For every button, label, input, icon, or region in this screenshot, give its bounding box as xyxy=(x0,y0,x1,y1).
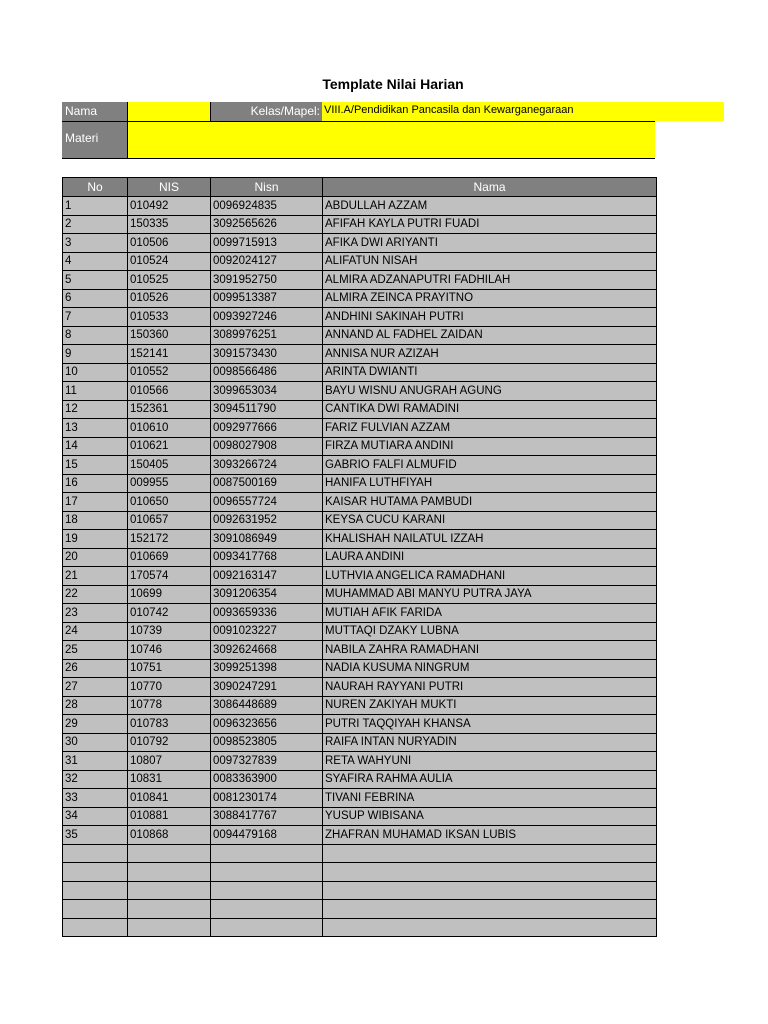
nisn-cell[interactable]: 0096924835 xyxy=(211,197,323,216)
nama-cell[interactable]: GABRIO FALFI ALMUFID xyxy=(323,456,657,475)
table-row xyxy=(63,326,657,345)
nama-cell[interactable]: ANDHINI SAKINAH PUTRI xyxy=(323,308,657,327)
nama-cell[interactable] xyxy=(323,863,657,882)
nama-cell[interactable]: RAIFA INTAN NURYADIN xyxy=(323,733,657,752)
table-row xyxy=(63,215,657,234)
no-cell[interactable]: 11 xyxy=(63,382,128,401)
nisn-cell[interactable]: 0099513387 xyxy=(211,289,323,308)
no-cell[interactable]: 20 xyxy=(63,548,128,567)
table-row xyxy=(63,271,657,290)
nama-cell[interactable]: BAYU WISNU ANUGRAH AGUNG xyxy=(323,382,657,401)
nama-cell[interactable]: SYAFIRA RAHMA AULIA xyxy=(323,770,657,789)
nama-cell[interactable]: LAURA ANDINI xyxy=(323,548,657,567)
no-cell[interactable]: 4 xyxy=(63,252,128,271)
materi-label: Materi xyxy=(62,122,127,158)
no-cell[interactable]: 9 xyxy=(63,345,128,364)
no-cell[interactable]: 3 xyxy=(63,234,128,253)
nama-cell[interactable]: ABDULLAH AZZAM xyxy=(323,197,657,216)
nis-cell[interactable]: 10751 xyxy=(128,659,211,678)
no-cell[interactable] xyxy=(63,900,128,919)
no-cell[interactable] xyxy=(63,844,128,863)
nisn-cell[interactable]: 3094511790 xyxy=(211,400,323,419)
table-row xyxy=(63,345,657,364)
nama-cell[interactable]: ALIFATUN NISAH xyxy=(323,252,657,271)
nisn-cell[interactable]: 0098523805 xyxy=(211,733,323,752)
nama-label: Nama xyxy=(62,102,127,121)
nis-cell[interactable]: 010650 xyxy=(128,493,211,512)
nisn-cell[interactable]: 0098027908 xyxy=(211,437,323,456)
column-header-nama: Nama xyxy=(323,178,657,197)
nama-cell[interactable]: ARINTA DWIANTI xyxy=(323,363,657,382)
no-cell[interactable] xyxy=(63,863,128,882)
nisn-cell[interactable]: 0092163147 xyxy=(211,567,323,586)
nama-cell[interactable]: NADIA KUSUMA NINGRUM xyxy=(323,659,657,678)
no-cell[interactable]: 17 xyxy=(63,493,128,512)
nama-cell[interactable]: RETA WAHYUNI xyxy=(323,752,657,771)
nis-cell[interactable]: 152172 xyxy=(128,530,211,549)
table-row xyxy=(63,733,657,752)
column-header-nis: NIS xyxy=(128,178,211,197)
table-row xyxy=(63,752,657,771)
nis-cell[interactable] xyxy=(128,881,211,900)
table-row xyxy=(63,234,657,253)
nama-cell[interactable] xyxy=(323,844,657,863)
page-title: Template Nilai Harian xyxy=(322,76,464,92)
nis-cell[interactable]: 010610 xyxy=(128,419,211,438)
nisn-cell[interactable]: 0092977666 xyxy=(211,419,323,438)
table-row xyxy=(63,585,657,604)
nisn-cell[interactable]: 0092631952 xyxy=(211,511,323,530)
nisn-cell[interactable]: 3089976251 xyxy=(211,326,323,345)
table-row xyxy=(63,197,657,216)
column-header-no: No xyxy=(63,178,128,197)
nisn-cell[interactable] xyxy=(211,863,323,882)
table-row xyxy=(63,456,657,475)
table-row xyxy=(63,493,657,512)
table-row xyxy=(63,696,657,715)
table-row xyxy=(63,511,657,530)
no-cell[interactable]: 19 xyxy=(63,530,128,549)
table-row xyxy=(63,419,657,438)
table-row xyxy=(63,474,657,493)
table-row xyxy=(63,641,657,660)
no-cell[interactable]: 7 xyxy=(63,308,128,327)
table-row xyxy=(63,789,657,808)
nisn-cell[interactable]: 3088417767 xyxy=(211,807,323,826)
nama-cell[interactable]: NABILA ZAHRA RAMADHANI xyxy=(323,641,657,660)
nisn-cell[interactable]: 3091952750 xyxy=(211,271,323,290)
nisn-cell[interactable]: 0093417768 xyxy=(211,548,323,567)
nama-cell[interactable]: FARIZ FULVIAN AZZAM xyxy=(323,419,657,438)
nis-cell[interactable] xyxy=(128,900,211,919)
nis-cell[interactable]: 010524 xyxy=(128,252,211,271)
nis-cell[interactable]: 10831 xyxy=(128,770,211,789)
table-row xyxy=(63,548,657,567)
no-cell[interactable]: 15 xyxy=(63,456,128,475)
nisn-cell[interactable]: 3099251398 xyxy=(211,659,323,678)
table-row xyxy=(63,678,657,697)
no-cell[interactable]: 26 xyxy=(63,659,128,678)
nisn-cell[interactable]: 0081230174 xyxy=(211,789,323,808)
table-row xyxy=(63,604,657,623)
no-cell[interactable]: 8 xyxy=(63,326,128,345)
table-row xyxy=(63,252,657,271)
nama-cell[interactable]: ZHAFRAN MUHAMAD IKSAN LUBIS xyxy=(323,826,657,845)
no-cell[interactable]: 13 xyxy=(63,419,128,438)
nis-cell[interactable]: 10739 xyxy=(128,622,211,641)
nama-cell[interactable]: YUSUP WIBISANA xyxy=(323,807,657,826)
kelas-mapel-label: Kelas/Mapel: xyxy=(210,102,322,121)
nis-cell[interactable]: 150405 xyxy=(128,456,211,475)
nis-cell[interactable]: 010742 xyxy=(128,604,211,623)
nama-cell[interactable]: ALMIRA ZEINCA PRAYITNO xyxy=(323,289,657,308)
nama-cell[interactable]: FIRZA MUTIARA ANDINI xyxy=(323,437,657,456)
table-row xyxy=(63,289,657,308)
nama-cell[interactable]: MUTTAQI DZAKY LUBNA xyxy=(323,622,657,641)
nisn-cell[interactable]: 3092624668 xyxy=(211,641,323,660)
no-cell[interactable]: 24 xyxy=(63,622,128,641)
nisn-cell[interactable]: 3086448689 xyxy=(211,696,323,715)
nama-cell[interactable]: ANNAND AL FADHEL ZAIDAN xyxy=(323,326,657,345)
nama-cell[interactable]: KEYSA CUCU KARANI xyxy=(323,511,657,530)
no-cell[interactable]: 31 xyxy=(63,752,128,771)
no-cell[interactable]: 22 xyxy=(63,585,128,604)
no-cell[interactable]: 27 xyxy=(63,678,128,697)
kelas-mapel-field[interactable]: VIII.A/Pendidikan Pancasila dan Kewarganegaraan xyxy=(322,102,655,121)
header-block xyxy=(62,102,655,159)
highlight-extension xyxy=(655,102,724,121)
nama-cell[interactable]: AFIFAH KAYLA PUTRI FUADI xyxy=(323,215,657,234)
nis-cell[interactable]: 010868 xyxy=(128,826,211,845)
nama-cell[interactable]: LUTHVIA ANGELICA RAMADHANI xyxy=(323,567,657,586)
no-cell[interactable]: 32 xyxy=(63,770,128,789)
table-row xyxy=(63,826,657,845)
no-cell[interactable]: 14 xyxy=(63,437,128,456)
nama-cell[interactable] xyxy=(323,900,657,919)
nisn-cell[interactable] xyxy=(211,881,323,900)
no-cell[interactable]: 25 xyxy=(63,641,128,660)
table-row xyxy=(63,900,657,919)
student-table xyxy=(62,177,657,937)
nis-cell[interactable] xyxy=(128,918,211,937)
nisn-cell[interactable]: 3093266724 xyxy=(211,456,323,475)
nama-cell[interactable]: PUTRI TAQQIYAH KHANSA xyxy=(323,715,657,734)
table-row xyxy=(63,382,657,401)
table-row xyxy=(63,567,657,586)
no-cell[interactable] xyxy=(63,881,128,900)
nis-cell[interactable]: 010526 xyxy=(128,289,211,308)
nis-cell[interactable]: 150360 xyxy=(128,326,211,345)
nisn-cell[interactable]: 0083363900 xyxy=(211,770,323,789)
nis-cell[interactable]: 010657 xyxy=(128,511,211,530)
nisn-cell[interactable]: 3099653034 xyxy=(211,382,323,401)
no-cell[interactable]: 16 xyxy=(63,474,128,493)
no-cell[interactable]: 2 xyxy=(63,215,128,234)
no-cell[interactable]: 10 xyxy=(63,363,128,382)
nis-cell[interactable]: 010525 xyxy=(128,271,211,290)
nis-cell[interactable]: 152141 xyxy=(128,345,211,364)
table-row xyxy=(63,715,657,734)
nisn-cell[interactable]: 3092565626 xyxy=(211,215,323,234)
no-cell[interactable]: 6 xyxy=(63,289,128,308)
nama-cell[interactable] xyxy=(323,918,657,937)
table-row xyxy=(63,863,657,882)
nis-cell[interactable]: 010566 xyxy=(128,382,211,401)
nisn-cell[interactable]: 0096557724 xyxy=(211,493,323,512)
nama-cell[interactable]: MUHAMMAD ABI MANYU PUTRA JAYA xyxy=(323,585,657,604)
nis-cell[interactable]: 010792 xyxy=(128,733,211,752)
nisn-cell[interactable]: 0096323656 xyxy=(211,715,323,734)
no-cell[interactable]: 30 xyxy=(63,733,128,752)
nama-cell[interactable]: ALMIRA ADZANAPUTRI FADHILAH xyxy=(323,271,657,290)
no-cell[interactable]: 5 xyxy=(63,271,128,290)
nama-cell[interactable]: MUTIAH AFIK FARIDA xyxy=(323,604,657,623)
nama-cell[interactable]: NUREN ZAKIYAH MUKTI xyxy=(323,696,657,715)
table-row xyxy=(63,770,657,789)
nis-cell[interactable]: 010669 xyxy=(128,548,211,567)
no-cell[interactable]: 35 xyxy=(63,826,128,845)
nisn-cell[interactable]: 0092024127 xyxy=(211,252,323,271)
nis-cell[interactable]: 010783 xyxy=(128,715,211,734)
nis-cell[interactable]: 009955 xyxy=(128,474,211,493)
nis-cell[interactable]: 010621 xyxy=(128,437,211,456)
nisn-cell[interactable]: 0098566486 xyxy=(211,363,323,382)
table-row xyxy=(63,363,657,382)
no-cell[interactable]: 23 xyxy=(63,604,128,623)
nama-cell[interactable]: HANIFA LUTHFIYAH xyxy=(323,474,657,493)
nis-cell[interactable] xyxy=(128,844,211,863)
nisn-cell[interactable]: 0087500169 xyxy=(211,474,323,493)
header-row-nama xyxy=(62,102,655,122)
nama-cell[interactable] xyxy=(323,881,657,900)
nama-field[interactable] xyxy=(127,102,210,121)
table-row xyxy=(63,918,657,937)
nisn-cell[interactable]: 0097327839 xyxy=(211,752,323,771)
no-cell[interactable]: 34 xyxy=(63,807,128,826)
table-row xyxy=(63,659,657,678)
table-row xyxy=(63,308,657,327)
table-row xyxy=(63,622,657,641)
nama-cell[interactable]: KAISAR HUTAMA PAMBUDI xyxy=(323,493,657,512)
table-header-row xyxy=(63,178,657,197)
header-row-materi xyxy=(62,122,655,159)
nis-cell[interactable]: 010492 xyxy=(128,197,211,216)
nisn-cell[interactable]: 0094479168 xyxy=(211,826,323,845)
no-cell[interactable]: 18 xyxy=(63,511,128,530)
nisn-cell[interactable]: 0093659336 xyxy=(211,604,323,623)
nama-cell[interactable]: TIVANI FEBRINA xyxy=(323,789,657,808)
no-cell[interactable] xyxy=(63,918,128,937)
nis-cell[interactable]: 010533 xyxy=(128,308,211,327)
table-row xyxy=(63,437,657,456)
table-row xyxy=(63,881,657,900)
nis-cell[interactable]: 010552 xyxy=(128,363,211,382)
nama-cell[interactable]: AFIKA DWI ARIYANTI xyxy=(323,234,657,253)
column-header-nisn: Nisn xyxy=(211,178,323,197)
no-cell[interactable]: 28 xyxy=(63,696,128,715)
nama-cell[interactable]: NAURAH RAYYANI PUTRI xyxy=(323,678,657,697)
nisn-cell[interactable]: 0099715913 xyxy=(211,234,323,253)
nis-cell[interactable]: 10770 xyxy=(128,678,211,697)
nis-cell[interactable]: 010841 xyxy=(128,789,211,808)
table-row xyxy=(63,530,657,549)
nis-cell[interactable]: 170574 xyxy=(128,567,211,586)
nis-cell[interactable]: 010506 xyxy=(128,234,211,253)
nis-cell[interactable] xyxy=(128,863,211,882)
nis-cell[interactable]: 10807 xyxy=(128,752,211,771)
nis-cell[interactable]: 150335 xyxy=(128,215,211,234)
table-row xyxy=(63,400,657,419)
nisn-cell[interactable]: 0091023227 xyxy=(211,622,323,641)
nisn-cell[interactable]: 3091573430 xyxy=(211,345,323,364)
nisn-cell[interactable] xyxy=(211,900,323,919)
no-cell[interactable]: 12 xyxy=(63,400,128,419)
no-cell[interactable]: 1 xyxy=(63,197,128,216)
no-cell[interactable]: 21 xyxy=(63,567,128,586)
nama-cell[interactable]: ANNISA NUR AZIZAH xyxy=(323,345,657,364)
nis-cell[interactable]: 152361 xyxy=(128,400,211,419)
nis-cell[interactable]: 10778 xyxy=(128,696,211,715)
nama-cell[interactable]: CANTIKA DWI RAMADINI xyxy=(323,400,657,419)
nisn-cell[interactable] xyxy=(211,844,323,863)
nisn-cell[interactable]: 3091206354 xyxy=(211,585,323,604)
nisn-cell[interactable]: 0093927246 xyxy=(211,308,323,327)
table-row xyxy=(63,807,657,826)
nama-cell[interactable]: KHALISHAH NAILATUL IZZAH xyxy=(323,530,657,549)
nis-cell[interactable]: 010881 xyxy=(128,807,211,826)
no-cell[interactable]: 33 xyxy=(63,789,128,808)
materi-field[interactable] xyxy=(127,122,655,158)
nisn-cell[interactable]: 3090247291 xyxy=(211,678,323,697)
nis-cell[interactable]: 10699 xyxy=(128,585,211,604)
table-row xyxy=(63,844,657,863)
nis-cell[interactable]: 10746 xyxy=(128,641,211,660)
nisn-cell[interactable] xyxy=(211,918,323,937)
nisn-cell[interactable]: 3091086949 xyxy=(211,530,323,549)
no-cell[interactable]: 29 xyxy=(63,715,128,734)
